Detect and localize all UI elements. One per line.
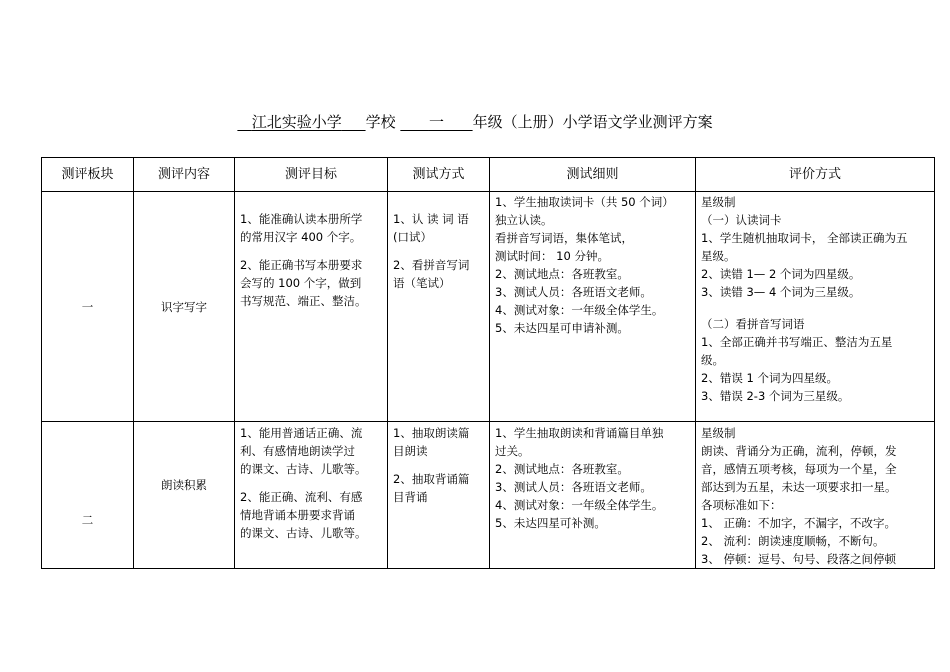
detail-line: 3、测试人员：各班语文老师。: [495, 285, 652, 299]
header-row: [42, 158, 935, 192]
goal-line: 的常用汉字 400 个字。: [240, 230, 362, 244]
goal-line: 利、有感情地朗读学过: [240, 444, 355, 458]
eval-line: 1、全部正确并书写端正、整洁为五星: [701, 335, 893, 349]
goal-line: 书写规范、端正、整洁。: [240, 294, 367, 308]
detail-line: 4、测试对象：一年级全体学生。: [495, 303, 664, 317]
method-line: 目朗读: [393, 444, 428, 458]
eval-line: 部达到为五星，未达一项要求扣一星。: [701, 480, 897, 494]
goal-line: 1、能用普通话正确、流: [240, 426, 363, 440]
goal-line: 1、能准确认读本册所学: [240, 212, 363, 226]
eval-line: 2、 流利：朗读速度顺畅，不断句。: [701, 534, 885, 548]
goal-line: 会写的 100 个字，做到: [240, 276, 362, 290]
detail-line: 测试时间： 10 分钟。: [495, 249, 609, 263]
eval-line: （二）看拼音写词语: [701, 317, 805, 331]
goal-line: 情地背诵本册要求背诵: [240, 508, 355, 522]
goal-line: 2、能正确书写本册要求: [240, 258, 363, 272]
eval-line: 星级。: [701, 249, 736, 263]
method-line: 1、认 读 词 语: [393, 212, 469, 226]
eval-line: 星级制: [701, 426, 736, 440]
method-line: 2、抽取背诵篇: [393, 472, 470, 486]
school-name: [237, 113, 365, 131]
eval-line: 1、学生随机抽取词卡， 全部读正确为五: [701, 231, 908, 245]
table-row: [42, 192, 935, 422]
eval-line: 星级制: [701, 195, 736, 209]
detail-line: 2、测试地点：各班教室。: [495, 267, 629, 281]
header-block: 测评板块: [42, 158, 134, 192]
row1-detail: [490, 192, 696, 422]
detail-line: 1、学生抽取读词卡（共 50 个词）: [495, 195, 674, 209]
header-goal: 测评目标: [235, 158, 388, 192]
header-method: 测试方式: [388, 158, 490, 192]
table-row: [42, 422, 935, 569]
row2-detail: [490, 422, 696, 569]
row2-block: 二: [42, 422, 134, 569]
eval-line: 音，感情五项考核，每项为一个星，全: [701, 462, 897, 476]
eval-line: 1、 正确：不加字，不漏字，不改字。: [701, 516, 896, 530]
eval-line: 各项标准如下：: [701, 498, 782, 512]
method-line: (口试）: [393, 230, 432, 244]
eval-line: 级。: [701, 353, 724, 367]
method-line: 语（笔试）: [393, 276, 451, 290]
detail-line: 2、测试地点：各班教室。: [495, 462, 629, 476]
row1-method: [388, 192, 490, 422]
header-evaluation: 评价方式: [696, 158, 935, 192]
goal-line: 的课文、古诗、儿歌等。: [240, 526, 367, 540]
grade-text: 一: [428, 113, 444, 131]
method-line: 1、抽取朗读篇: [393, 426, 470, 440]
detail-line: 1、学生抽取朗读和背诵篇目单独: [495, 426, 664, 440]
row2-evaluation: [696, 422, 935, 569]
goal-line: 2、能正确、流利、有感: [240, 490, 363, 504]
eval-line: 2、读错 1— 2 个词为四星级。: [701, 267, 861, 281]
detail-line: 过关。: [495, 444, 530, 458]
row1-block: 一: [42, 192, 134, 422]
header-content: 测评内容: [134, 158, 235, 192]
detail-line: 5、未达四星可申请补测。: [495, 321, 629, 335]
header-detail: 测试细则: [490, 158, 696, 192]
row2-content: 朗读积累: [134, 422, 235, 569]
eval-line: 朗读、背诵分为正确，流利，停顿，发: [701, 444, 897, 458]
eval-line: 2、错误 1 个词为四星级。: [701, 371, 838, 385]
eval-line: 3、读错 3— 4 个词为三星级。: [701, 285, 861, 299]
detail-line: 3、测试人员：各班语文老师。: [495, 480, 652, 494]
detail-line: 4、测试对象：一年级全体学生。: [495, 498, 664, 512]
row2-method: [388, 422, 490, 569]
row1-content: 识字写字: [134, 192, 235, 422]
school-name-text: 江北实验小学: [251, 113, 342, 131]
grade-field: [400, 113, 472, 131]
method-line: 目背诵: [393, 490, 428, 504]
eval-line: （一）认读词卡: [701, 213, 782, 227]
detail-line: 看拼音写词语，集体笔试，: [495, 231, 633, 245]
title-rest: 年级（上册）小学语文学业测评方案: [472, 113, 713, 131]
row1-evaluation: [696, 192, 935, 422]
goal-line: 的课文、古诗、儿歌等。: [240, 462, 367, 476]
row2-goal: [235, 422, 388, 569]
detail-line: 5、未达四星可补测。: [495, 516, 606, 530]
row1-goal: [235, 192, 388, 422]
assessment-table: [41, 157, 935, 569]
eval-line: 3、错误 2-3 个词为三星级。: [701, 389, 850, 403]
detail-line: 独立认读。: [495, 213, 553, 227]
eval-line: 3、 停顿：逗号、句号、段落之间停顿: [701, 552, 896, 566]
school-suffix: 学校: [365, 113, 396, 131]
document-title: [0, 112, 950, 132]
method-line: 2、看拼音写词: [393, 258, 470, 272]
